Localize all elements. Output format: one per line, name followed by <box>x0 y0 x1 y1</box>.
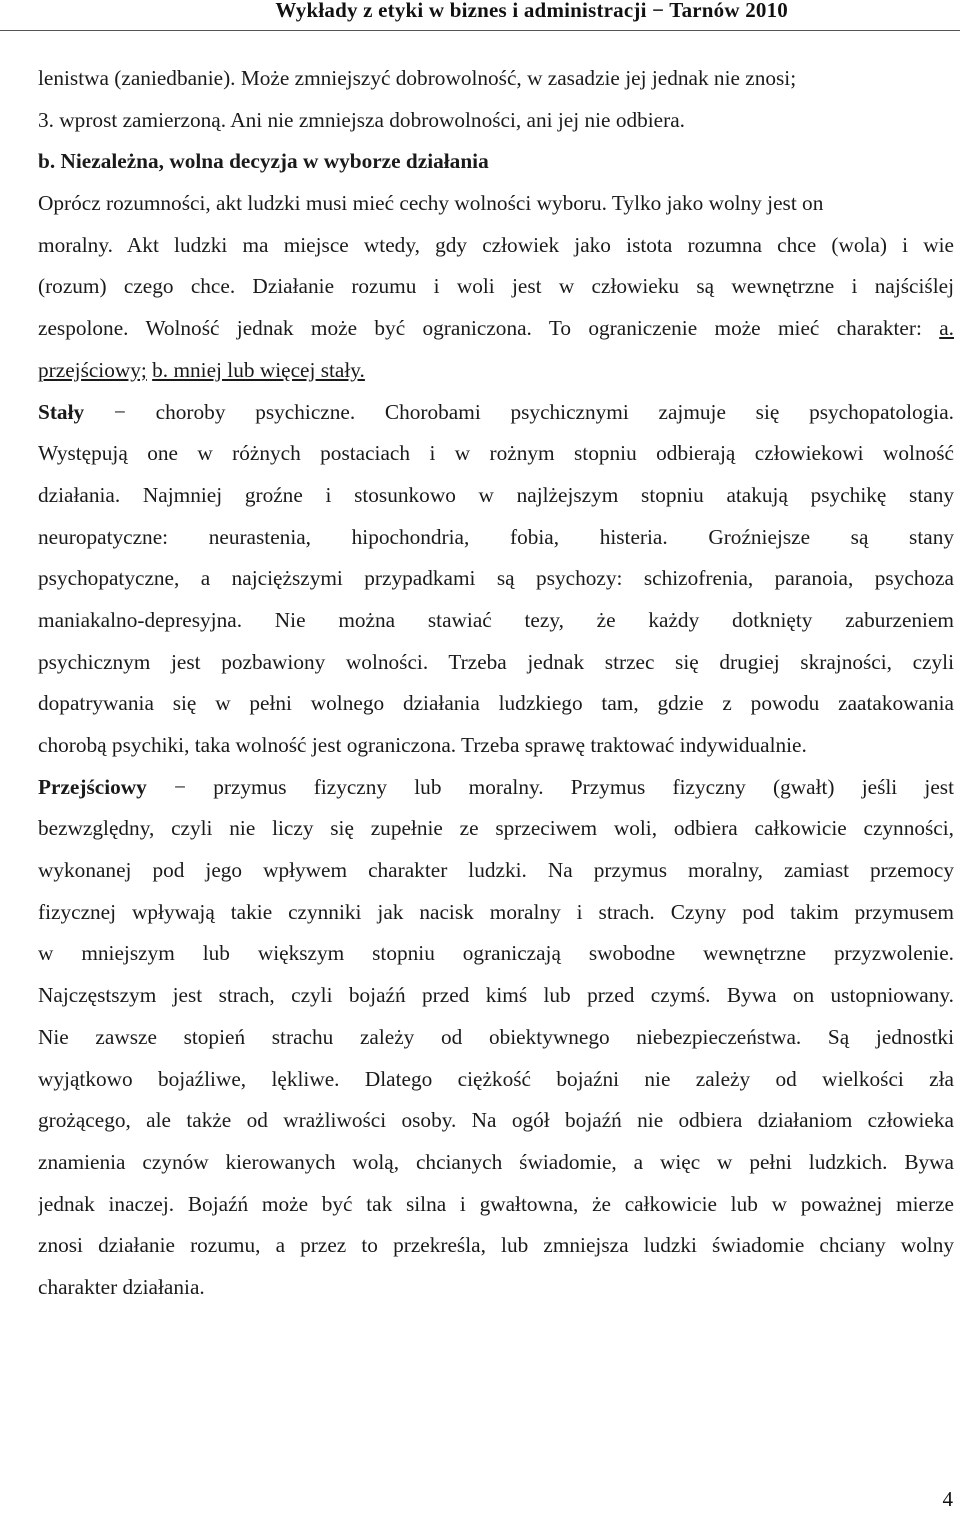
text-line: w mniejszym lub większym stopniu ograniczają swobodne wewnętrzne przyzwolenie. <box>38 941 954 966</box>
term-heading-przejsciowy: Przejściowy <box>38 774 147 799</box>
page-number: 4 <box>942 1487 953 1511</box>
text-line: 3. wprost zamierzoną. Ani nie zmniejsza dobrowolności, ani jej nie odbiera. <box>38 107 685 132</box>
header-rule <box>0 30 960 31</box>
text-line: wykonanej pod jego wpływem charakter ludzki. Na przymus moralny, zamiast przemocy <box>38 858 954 883</box>
list-marker-a: a. <box>939 316 954 341</box>
text-line: psychicznym jest pozbawiony wolności. Trzeba jednak strzec się drugiej skrajności, czyli <box>38 649 954 674</box>
section-label: b. <box>38 149 56 174</box>
document-body <box>38 58 954 1309</box>
section-heading-text: Niezależna, wolna decyzja w wyborze działania <box>60 149 489 174</box>
text-line <box>38 392 954 434</box>
text-line: Nie zawsze stopień strachu zależy od obiektywnego niebezpieczeństwa. Są jednostki <box>38 1024 954 1049</box>
text-line <box>38 308 954 350</box>
text-line <box>38 767 954 809</box>
text-line: Oprócz rozumności, akt ludzki musi mieć cechy wolności wyboru. Tylko jako wolny jest on <box>38 191 824 216</box>
text-line: działania. Najmniej groźne i stosunkowo w najlżejszym stopniu atakują psychikę stany <box>38 482 954 507</box>
text-line: wyjątkowo bojaźliwe, lękliwe. Dlatego ciężkość bojaźni nie zależy od wielkości zła <box>38 1066 954 1091</box>
text-line: lenistwa (zaniedbanie). Może zmniejszyć dobrowolność, w zasadzie jej jednak nie znosi; <box>38 66 797 90</box>
text-line: jednak inaczej. Bojaźń może być tak silna i gwałtowna, że całkowicie lub w poważnej mierze <box>38 1191 954 1216</box>
text-segment: − przymus fizyczny lub moralny. Przymus fizyczny (gwałt) jeśli jest <box>174 774 954 799</box>
text-line: neuropatyczne: neurastenia, hipochondria, fobia, histeria. Groźniejsze są stany <box>38 524 954 549</box>
text-line: chorobą psychiki, taka wolność jest ograniczona. Trzeba sprawę traktować indywidualnie. <box>38 733 807 757</box>
text-line: fizycznej wpływają takie czynniki jak nacisk moralny i strach. Czyny pod takim przymusem <box>38 899 954 924</box>
term-przejsciowy: przejściowy; <box>38 357 147 382</box>
text-line: charakter działania. <box>38 1274 205 1299</box>
text-line: znamienia czynów kierowanych wolą, chcianych świadomie, a więc w pełni ludzkich. Bywa <box>38 1149 954 1174</box>
text-segment: − choroby psychiczne. Chorobami psychicznymi zajmuje się psychopatologia. <box>113 399 954 424</box>
text-line: Najczęstszym jest strach, czyli bojaźń przed kimś lub przed czymś. Bywa on ustopniowany. <box>38 983 954 1008</box>
term-staly: b. mniej lub więcej stały. <box>152 357 365 382</box>
text-line: dopatrywania się w pełni wolnego działania ludzkiego tam, gdzie z powodu zaatakowania <box>38 691 954 716</box>
text-line: moralny. Akt ludzki ma miejsce wtedy, gdy człowiek jako istota rozumna chce (wola) i wie <box>38 232 954 257</box>
section-heading-b <box>38 141 954 183</box>
text-line <box>38 350 954 392</box>
text-line: znosi działanie rozumu, a przez to przekreśla, lub zmniejsza ludzki świadomie chciany wolny <box>38 1233 954 1258</box>
page-header <box>0 0 960 32</box>
header-title: Wykłady z etyki w biznes i administracji − Tarnów 2010 <box>275 0 788 22</box>
term-heading-staly: Stały <box>38 399 85 424</box>
text-line: (rozum) czego chce. Działanie rozumu i woli jest w człowieku są wewnętrzne i najściślej <box>38 274 954 299</box>
text-line: psychopatyczne, a najcięższymi przypadkami są psychozy: schizofrenia, paranoia, psychoza <box>38 566 954 591</box>
text-line: grożącego, ale także od wrażliwości osoby. Na ogół bojaźń nie odbiera działaniom człowieka <box>38 1108 954 1133</box>
text-line: maniakalno-depresyjna. Nie można stawiać tezy, że każdy dotknięty zaburzeniem <box>38 607 954 632</box>
text-line: Występują one w różnych postaciach i w rożnym stopniu odbierają człowiekowi wolność <box>38 441 954 466</box>
text-segment: zespolone. Wolność jednak może być ograniczona. To ograniczenie może mieć charakter: <box>38 316 922 341</box>
text-line: bezwzględny, czyli nie liczy się zupełnie ze sprzeciwem woli, odbiera całkowicie czynności, <box>38 816 954 841</box>
